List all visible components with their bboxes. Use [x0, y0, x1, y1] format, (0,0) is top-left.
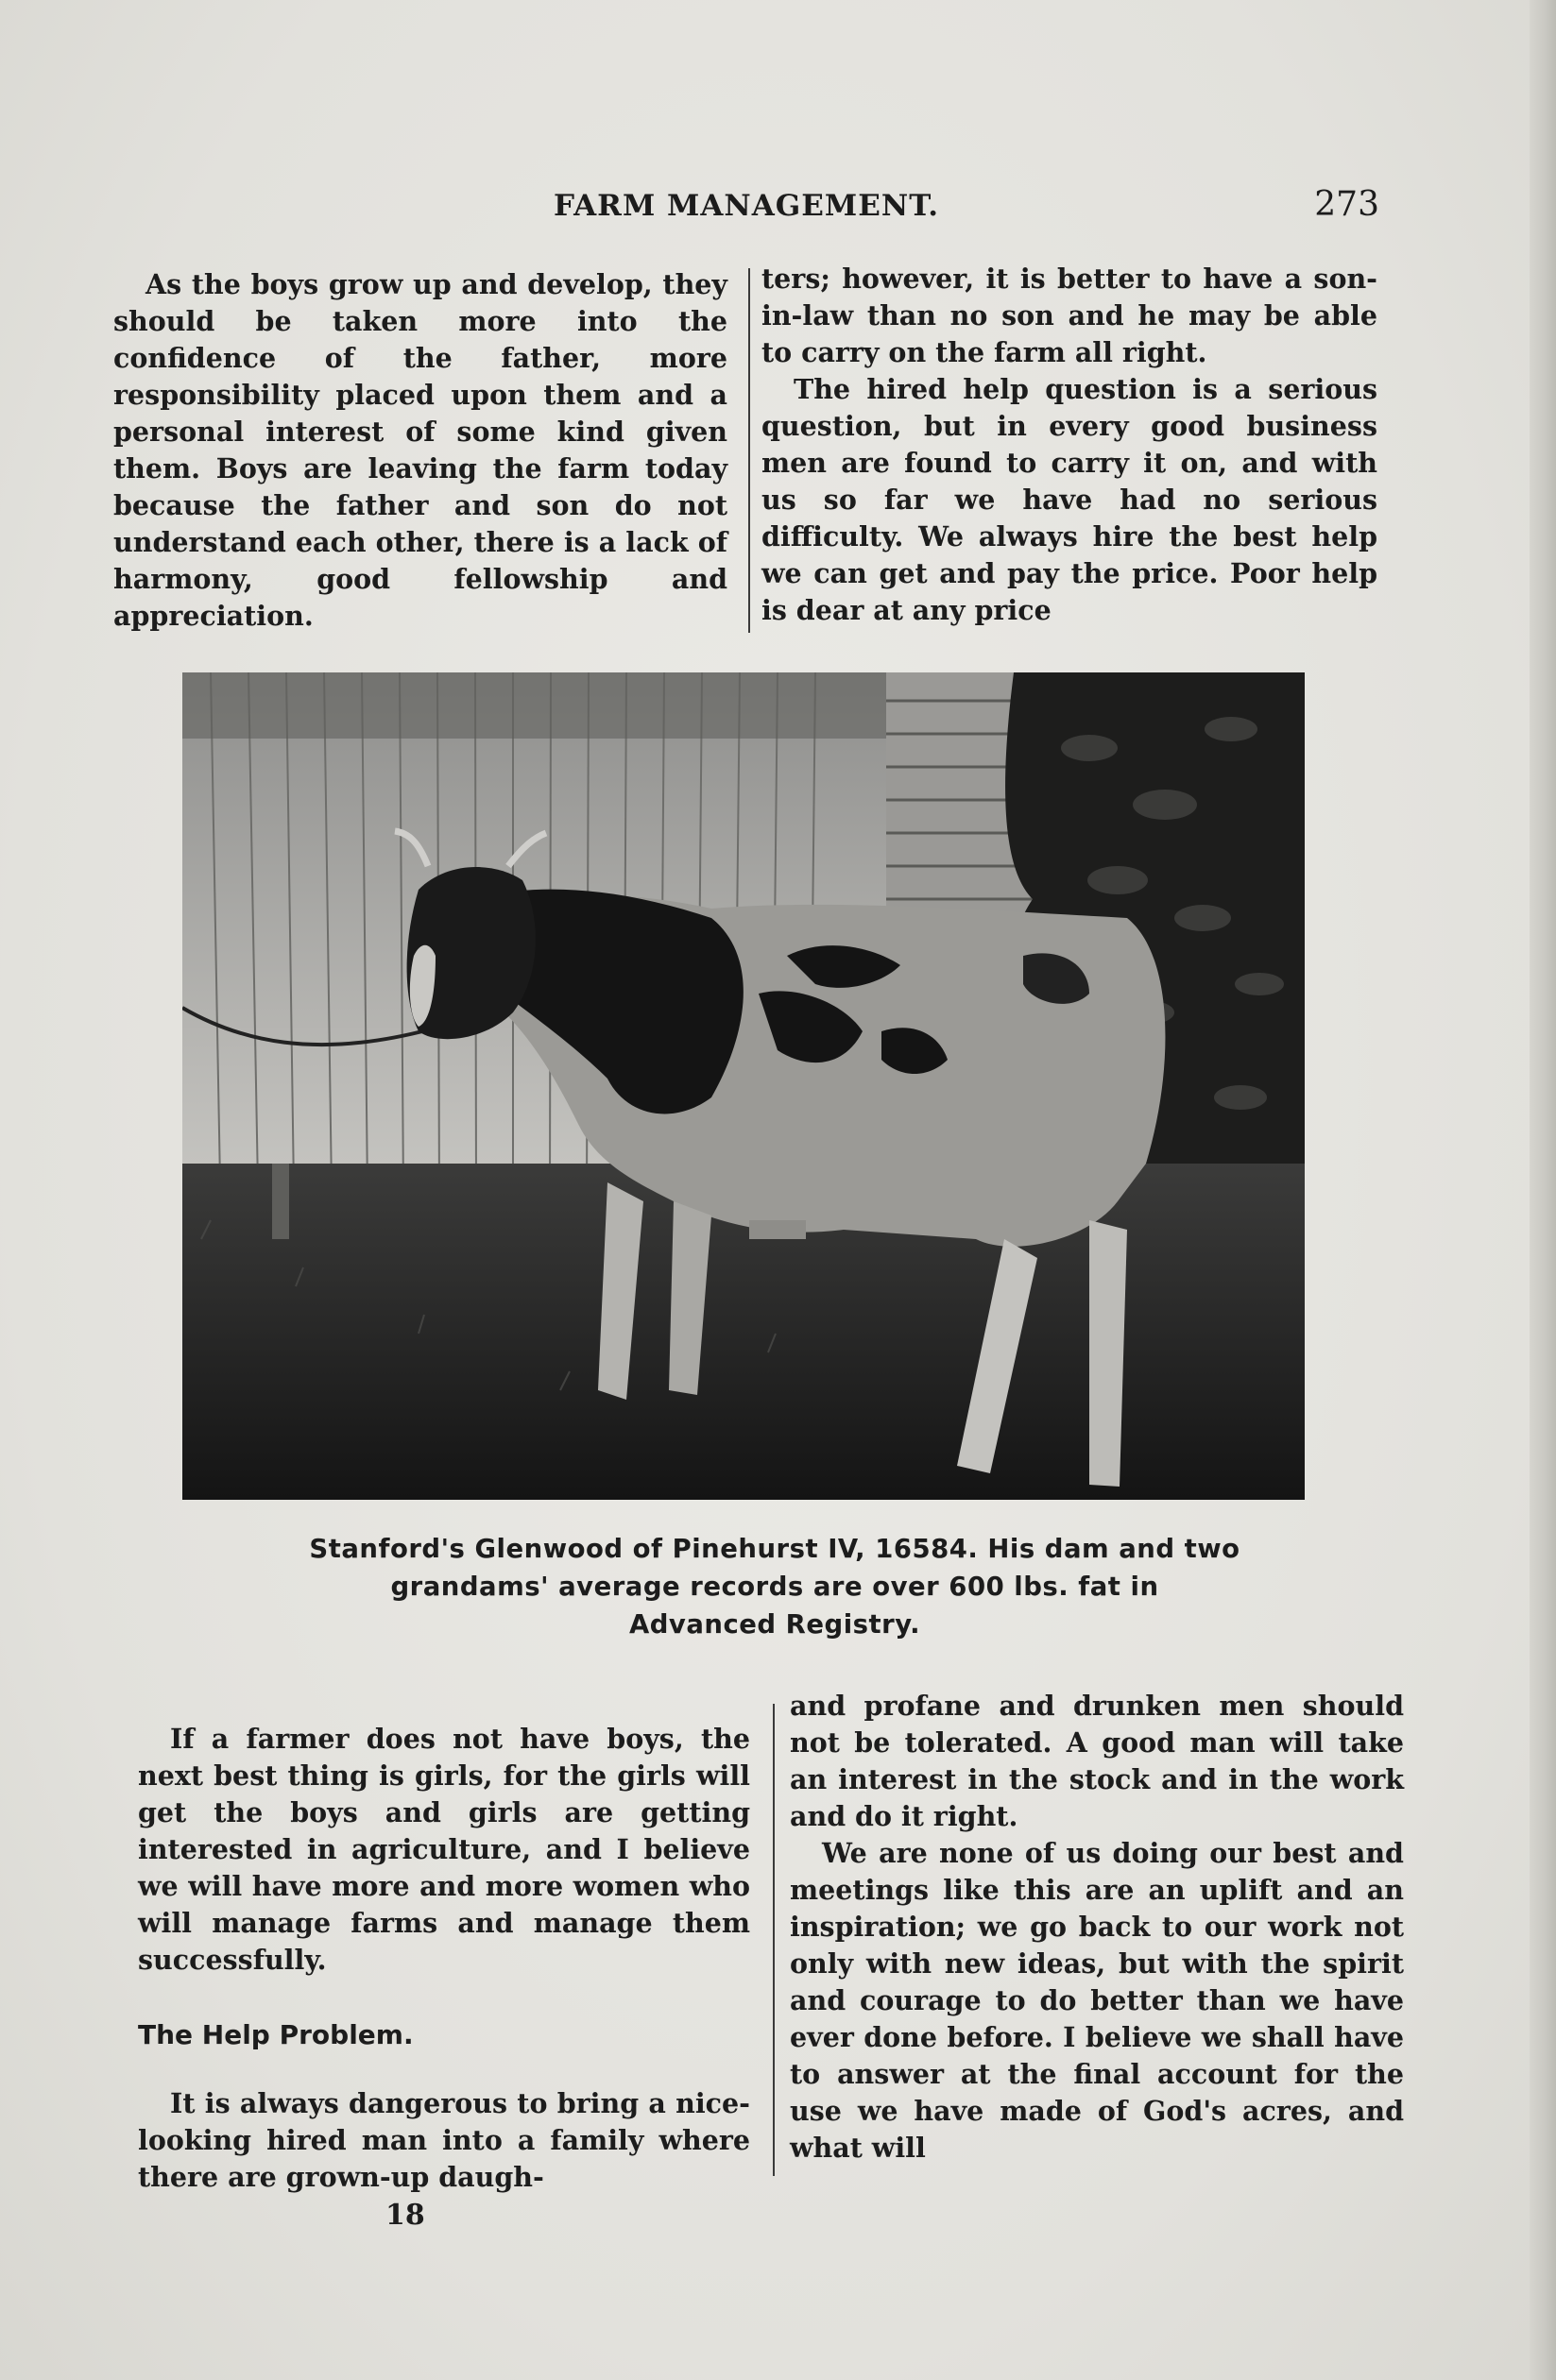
section-heading: The Help Problem. [138, 2019, 414, 2050]
caption-line: Advanced Registry. [628, 1609, 921, 1640]
top-left-column [113, 266, 727, 635]
bull-photograph [182, 672, 1305, 1500]
page-header [113, 185, 1379, 246]
figure-caption [189, 1530, 1360, 1643]
paragraph-son-in-law: ters; however, it is better to have a son-in-law than no son and he may be able to carry on the farm all right. [761, 263, 1377, 368]
top-right-column [761, 261, 1377, 629]
paragraph-girls: If a farmer does not have boys, the next best thing is girls, for the girls will get the boys and girls are getting interested in agriculture, and I believe we will have more and more women who will manage farms and manage them successfully. [138, 1723, 750, 1976]
running-title: FARM MANAGEMENT. [553, 189, 940, 223]
paragraph-boys-develop: As the boys grow up and develop, they should be taken more into the confidence of the father, more responsibility placed upon them and a personal interest of some kind given them. Boys are leaving the farm today because the father and son do not understand each other, there is a lack of harmony, good fellowship and appreciation. [113, 268, 727, 632]
paragraph-none-of-us: We are none of us doing our best and meetings like this are an uplift and an inspiration; we go back to our work not only with new ideas, but with the spirit and courage to do better than we have ever done before. I believe we shall have to answer at the final account for the use we have made of God's acres, and what will [790, 1837, 1404, 2164]
page-number: 273 [1314, 185, 1379, 224]
column-rule-top [748, 268, 750, 633]
paragraph-profane: and profane and drunken men should not be tolerated. A good man will take an interest in the stock and in the work and do it right. [790, 1690, 1404, 1832]
signature-mark: 18 [385, 2199, 425, 2232]
paragraph-hired-help: The hired help question is a serious question, but in every good business men are found to carry it on, and with us so far we have had no serious difficulty. We always hire the best help we can get and pay the price. Poor help is dear at any price [761, 373, 1377, 626]
bottom-left-column [138, 1721, 750, 2196]
section-heading-wrapper [138, 2016, 750, 2053]
bottom-right-column [790, 1688, 1404, 2167]
caption-line: Stanford's Glenwood of Pinehurst IV, 16584. His dam and two [309, 1534, 1240, 1564]
page-edge [1530, 0, 1556, 2380]
paragraph-dangerous: It is always dangerous to bring a nice-looking hired man into a family where there are grown-up daugh- [138, 2087, 750, 2193]
column-rule-bottom [773, 1704, 775, 2176]
bull-photo-illustration [182, 672, 1305, 1500]
caption-line: grandams' average records are over 600 lbs. fat in [390, 1572, 1159, 1602]
